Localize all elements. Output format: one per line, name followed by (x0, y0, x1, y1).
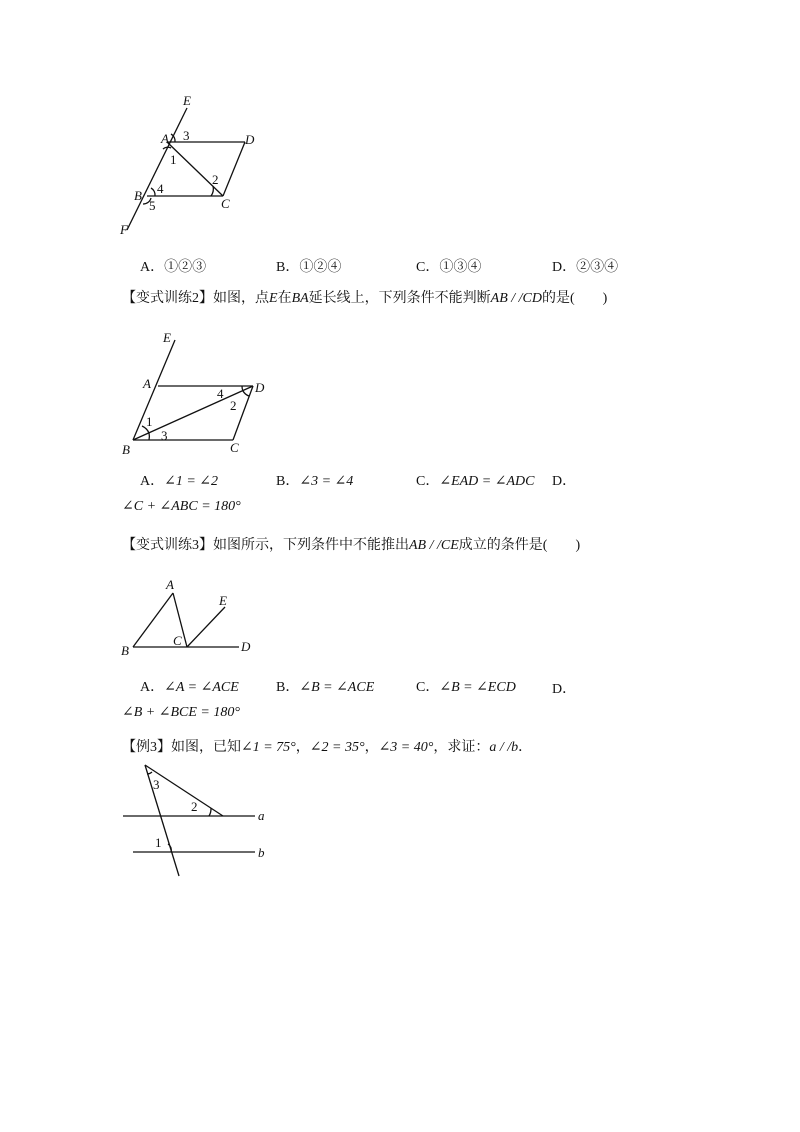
angle-label-2: 2 (212, 172, 219, 187)
q3-tag: 【变式训练3】 (122, 538, 213, 553)
q3-stem (122, 534, 580, 554)
point-label-d: D (255, 380, 265, 395)
q2-option-b-label: B． (276, 474, 300, 489)
q3-option-a[interactable] (140, 676, 239, 696)
angle-label-3: 3 (153, 777, 160, 792)
angle-arc-2 (243, 391, 249, 396)
point-label-e: E (163, 330, 171, 345)
q2-stem-mid1: 在 (277, 291, 292, 306)
point-label-c: C (230, 440, 239, 455)
segment-bd (133, 386, 253, 440)
ex3-comma-2: ， (364, 740, 379, 755)
segment-dc (223, 142, 245, 196)
figure-3 (115, 575, 265, 660)
q3-option-b-text: ∠B = ∠ACE (299, 680, 375, 695)
q2-option-a-text: ∠1 = ∠2 (164, 474, 219, 489)
point-label-b: B (122, 442, 130, 457)
q3-option-c-text: ∠B = ∠ECD (439, 680, 516, 695)
q2-parallel: AB / /CD (490, 291, 543, 306)
figure-1 (115, 92, 265, 242)
q2-option-c[interactable] (416, 470, 534, 490)
point-label-e: E (183, 93, 191, 108)
angle-label-3: 3 (161, 428, 168, 443)
ex3-condition-3: ∠3 = 40° (378, 740, 434, 755)
q3-option-d-label[interactable]: D． (552, 682, 577, 697)
ex3-stem-pre: 如图，已知 (171, 740, 241, 755)
angle-arc-2 (211, 186, 213, 196)
line-label-b: b (258, 845, 265, 860)
q3-option-a-text: ∠A = ∠ACE (164, 680, 239, 695)
q3-option-a-label: A． (140, 680, 165, 695)
angle-label-2: 2 (191, 799, 198, 814)
angle-label-3: 3 (183, 128, 190, 143)
ex3-condition-2: ∠2 = 35° (309, 740, 365, 755)
q3-option-d-text[interactable]: ∠B + ∠BCE = 180° (122, 705, 240, 720)
angle-label-1: 1 (170, 152, 177, 167)
angle-arc-4 (242, 386, 243, 391)
line-be (133, 340, 175, 440)
q2-option-b[interactable] (276, 470, 353, 490)
figure-2 (115, 330, 285, 460)
point-label-e: E (219, 593, 227, 608)
ex3-stem (122, 736, 532, 756)
angle-label-4: 4 (217, 386, 224, 401)
q2-option-c-text: ∠EAD = ∠ADC (439, 474, 535, 489)
q2-option-b-text: ∠3 = ∠4 (299, 474, 354, 489)
ray-ce (187, 607, 225, 647)
ex3-comma-1: ， (295, 740, 310, 755)
ex3-condition-1: ∠1 = 75° (241, 740, 296, 755)
point-label-c: C (221, 196, 230, 211)
angle-label-4: 4 (157, 181, 164, 196)
line-label-a: a (258, 808, 265, 823)
angle-arc-2 (209, 808, 211, 816)
q2-option-d-text[interactable]: ∠C + ∠ABC = 180° (122, 499, 241, 514)
q1-option-d[interactable]: D．②③④ (552, 260, 619, 275)
q2-option-d-label[interactable]: D． (552, 474, 577, 489)
q3-stem-pre: 如图所示，下列条件中不能推出 (213, 538, 409, 553)
q2-point-e: E (269, 291, 278, 306)
q2-option-a[interactable] (140, 470, 218, 490)
line-ef (127, 108, 187, 230)
q2-stem-pre: 如图，点 (213, 291, 269, 306)
q1-option-a[interactable]: A．①②③ (140, 260, 207, 275)
angle-label-2: 2 (230, 398, 237, 413)
q2-tag: 【变式训练2】 (122, 291, 213, 306)
figure-4 (115, 760, 285, 885)
segment-ac (167, 142, 223, 196)
angle-label-1: 1 (146, 414, 153, 429)
point-label-b: B (121, 643, 129, 658)
angle-arc-1 (168, 844, 171, 852)
q3-stem-post: 成立的条件是 (458, 538, 543, 553)
point-label-a: A (161, 131, 169, 146)
transversal-line (145, 765, 179, 876)
q1-option-b[interactable]: B．①②④ (276, 260, 342, 275)
q2-ray-ba: BA (291, 291, 309, 306)
q3-option-b[interactable] (276, 676, 374, 696)
ex3-goal: a / /b (489, 740, 519, 755)
q3-option-c-label: C． (416, 680, 440, 695)
point-label-a: A (143, 376, 151, 391)
point-label-b: B (134, 188, 142, 203)
q2-option-a-label: A． (140, 474, 165, 489)
q2-stem (122, 287, 607, 307)
q1-option-c[interactable]: C．①③④ (416, 260, 482, 275)
ex3-tag: 【例3】 (122, 740, 171, 755)
angle-label-5: 5 (149, 198, 156, 213)
q2-stem-post: 的是 (542, 291, 571, 306)
point-label-d: D (245, 132, 255, 147)
q3-parallel: AB / /CE (409, 538, 459, 553)
q3-option-c[interactable] (416, 676, 516, 696)
ex3-period: ． (518, 740, 533, 755)
ex3-stem-mid: ，求证： (433, 740, 490, 755)
angle-arc-4 (151, 188, 155, 196)
angle-label-1: 1 (155, 835, 162, 850)
segment-ab (133, 593, 173, 647)
q2-option-c-label: C． (416, 474, 440, 489)
point-label-d: D (241, 639, 251, 654)
point-label-c: C (173, 633, 182, 648)
q3-option-b-label: B． (276, 680, 300, 695)
q3-answer-paren: ( ) (542, 538, 581, 553)
q2-answer-paren: ( ) (570, 291, 608, 306)
point-label-a: A (166, 577, 174, 592)
point-label-f: F (120, 222, 128, 237)
q2-stem-mid2: 延长线上，下列条件不能判断 (308, 291, 491, 306)
